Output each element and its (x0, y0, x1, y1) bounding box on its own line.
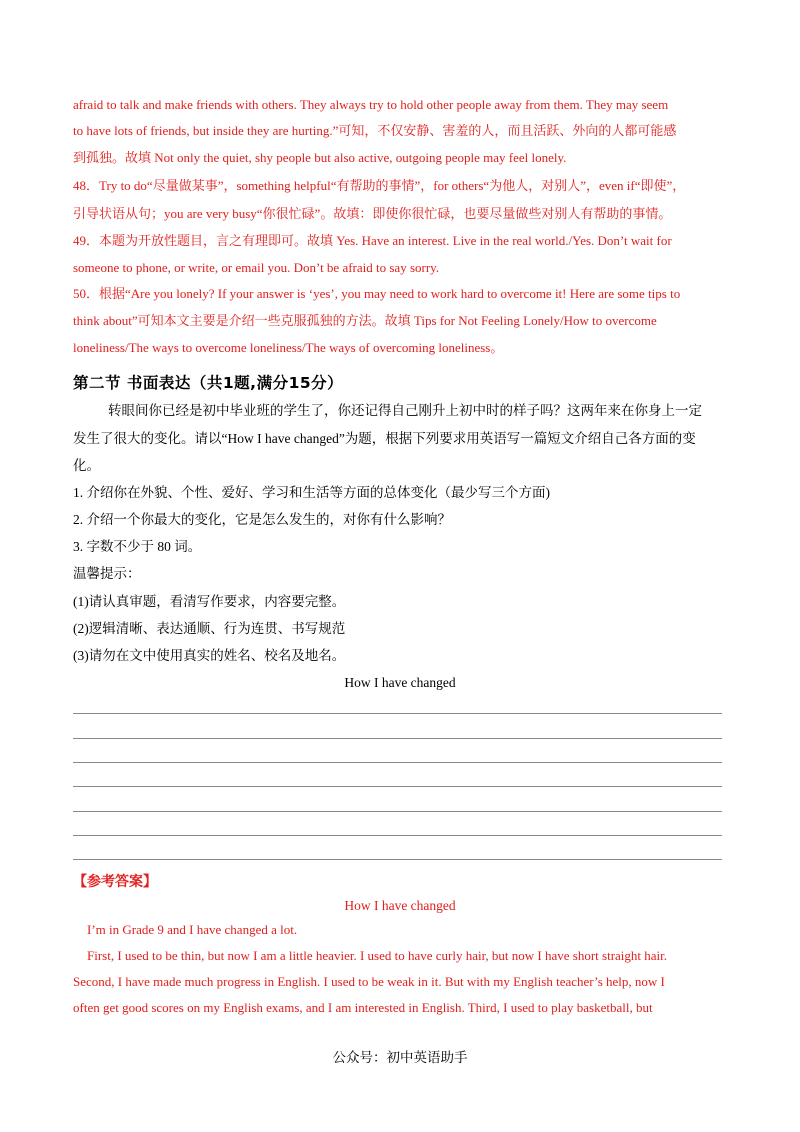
writing-line[interactable] (73, 713, 722, 714)
answer-line-50: 50．根据“Are you lonely? If your answer is ‘yes’, you may need to work hard to overcome it! Here are some tips to (73, 286, 681, 301)
prompt-line: 转眼间你已经是初中毕业班的学生了，你还记得自己刚升上初中时的样子吗？这两年来在你身上一定 (108, 403, 702, 418)
answer-line: loneliness/The ways to overcome loneliness/The ways of overcoming loneliness。 (73, 340, 504, 355)
answer-line: 引导状语从句；you are very busy“你很忙碌”。故填：即使你很忙碌，也要尽量做些对别人有帮助的事情。 (73, 206, 672, 221)
answer-line-48: 48．Try to do“尽量做某事”，something helpful“有帮助的事情”，for others“为他人，对别人”，even if“即使”， (73, 178, 686, 193)
answer-line: to have lots of friends, but inside they are hurting.”可知，不仅安静、害羞的人，而且活跃、外向的人都可能感 (73, 123, 677, 138)
page-footer: 公众号：初中英语助手 (332, 1050, 468, 1065)
writing-line[interactable] (73, 835, 722, 836)
tip-1: (1)请认真审题，看清写作要求，内容要完整。 (73, 594, 346, 609)
requirement-2: 2. 介绍一个你最大的变化，它是怎么发生的，对你有什么影响？ (73, 512, 451, 527)
writing-line[interactable] (73, 811, 722, 812)
prompt-line: 化。 (73, 458, 100, 473)
answer-line: 到孤独。故填 Not only the quiet, shy people but also active, outgoing people may feel lonely. (73, 150, 567, 165)
requirement-1: 1. 介绍你在外貌、个性、爱好、学习和生活等方面的总体变化（最少写三个方面) (73, 485, 550, 500)
writing-line[interactable] (73, 762, 722, 763)
tips-heading: 温馨提示： (73, 566, 141, 581)
requirement-3: 3. 字数不少于 80 词。 (73, 539, 202, 554)
reference-line: Second, I have made much progress in English. I used to be weak in it. But with my English teacher’s help, now I (73, 974, 665, 989)
writing-line[interactable] (73, 786, 722, 787)
reference-line: often get good scores on my English exams, and I am interested in English. Third, I used to play basketball, but (73, 1000, 653, 1015)
reference-essay-title: How I have changed (344, 898, 456, 913)
essay-title: How I have changed (344, 675, 456, 690)
section-title: 第二节 书面表达（共1题,满分15分） (73, 374, 344, 392)
answer-line: think about”可知本文主要是介绍一些克服孤独的方法。故填 Tips for Not Feeling Lonely/How to overcome (73, 313, 657, 328)
writing-line[interactable] (73, 738, 722, 739)
answer-line: someone to phone, or write, or email you. Don’t be afraid to say sorry. (73, 260, 440, 275)
tip-3: (3)请勿在文中使用真实的姓名、校名及地名。 (73, 648, 346, 663)
tip-2: (2)逻辑清晰、表达通顺、行为连贯、书写规范 (73, 621, 346, 636)
prompt-line: 发生了很大的变化。请以“How I have changed”为题，根据下列要求用英语写一篇短文介绍自己各方面的变 (73, 431, 696, 446)
reference-line: I’m in Grade 9 and I have changed a lot. (87, 922, 298, 937)
reference-line: First, I used to be thin, but now I am a little heavier. I used to have curly hair, but now I have short straight hair. (87, 948, 668, 963)
answer-line: afraid to talk and make friends with others. They always try to hold other people away from them. They may seem (73, 97, 669, 112)
answer-line-49: 49．本题为开放性题目，言之有理即可。故填 Yes. Have an interest. Live in the real world./Yes. Don’t wait for (73, 233, 672, 248)
reference-answer-heading: 【参考答案】 (73, 874, 157, 890)
writing-line[interactable] (73, 859, 722, 860)
